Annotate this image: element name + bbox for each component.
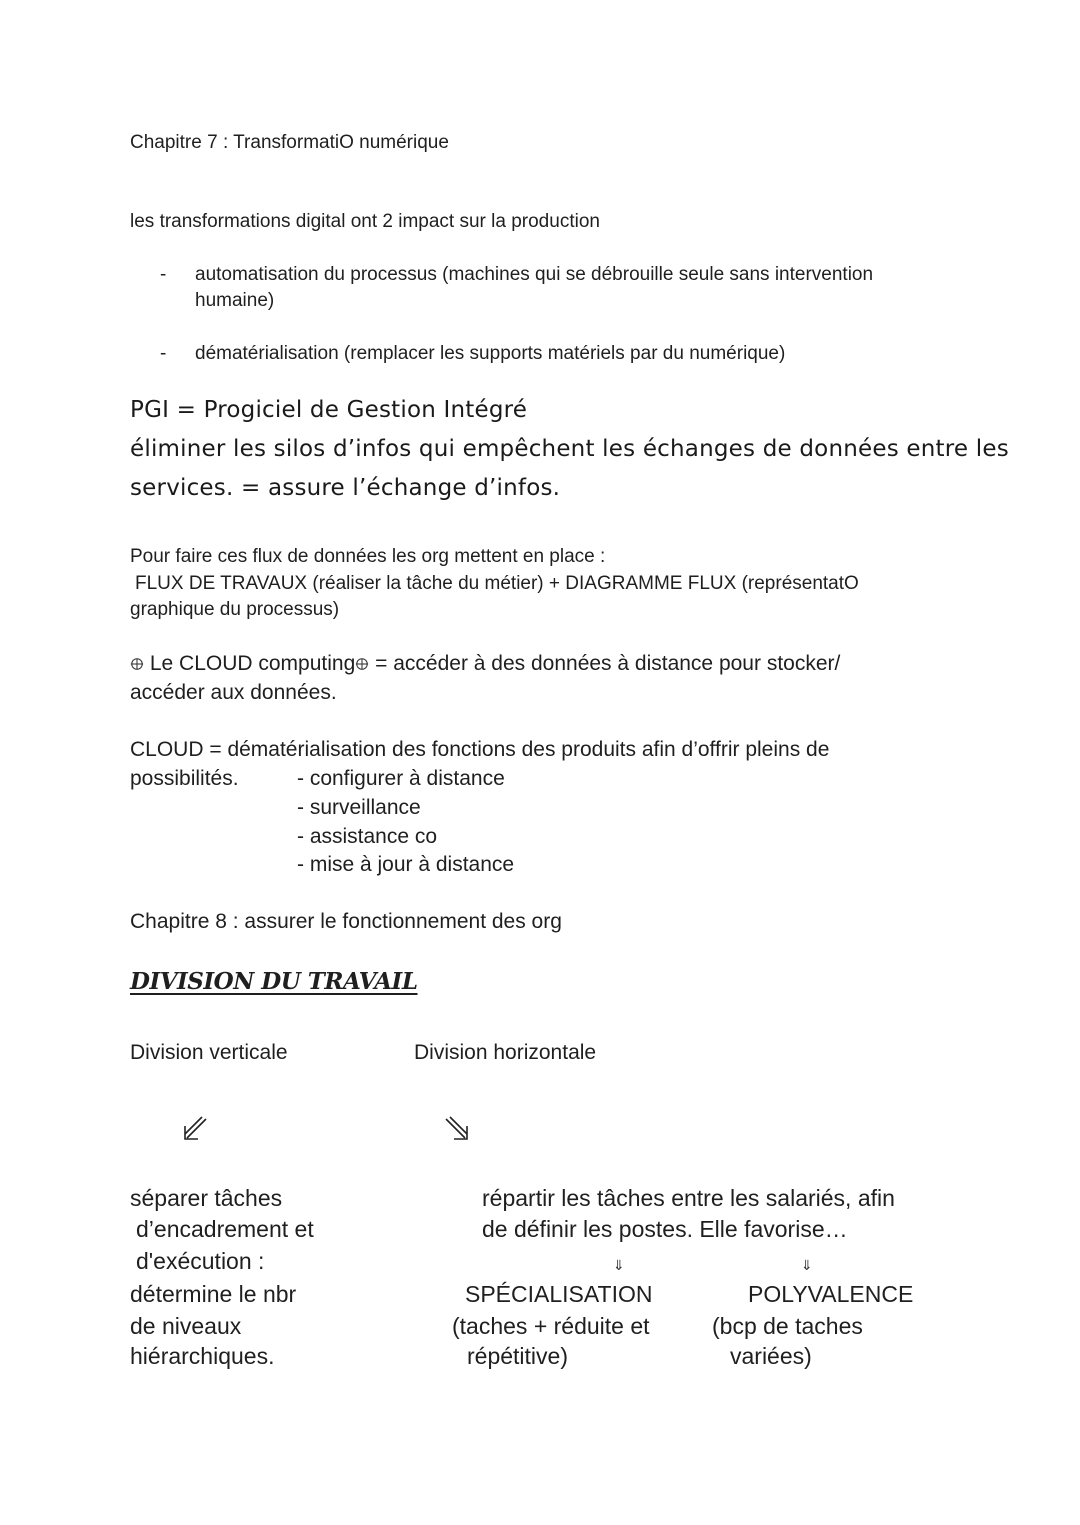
horizontale-line: de définir les postes. Elle favorise… — [482, 1216, 848, 1242]
verticale-line: d'exécution : — [136, 1248, 265, 1274]
polyvalence-detail: (bcp de taches — [712, 1313, 863, 1339]
bullet-automatisation-cont: humaine) — [195, 290, 275, 311]
double-arrow-down-icon: ⇓ — [801, 1257, 813, 1273]
verticale-line: séparer tâches — [130, 1185, 283, 1211]
division-verticale-heading: Division verticale — [130, 1041, 288, 1064]
double-arrow-down-icon: ⇓ — [613, 1257, 625, 1273]
cloud-term: Le CLOUD computing — [149, 652, 356, 675]
arrow-down-left-icon — [180, 1114, 210, 1144]
intro-text: les transformations digital ont 2 impact sur la production — [130, 211, 600, 232]
specialisation-title: SPÉCIALISATION — [465, 1281, 653, 1307]
horizontale-line: répartir les tâches entre les salariés, afin — [482, 1185, 895, 1211]
pgi-description-cont: services. = assure l’échange d’infos. — [130, 475, 561, 501]
circle-plus-icon — [355, 657, 369, 671]
polyvalence-detail-cont: variées) — [730, 1343, 812, 1369]
verticale-line: d’encadrement et — [136, 1216, 314, 1242]
verticale-line: de niveaux — [130, 1313, 242, 1339]
chapter-8-title: Chapitre 8 : assurer le fonctionnement des org — [130, 910, 562, 933]
cloud-definition-cont: accéder aux données. — [130, 681, 337, 704]
cloud-definition — [130, 652, 840, 676]
circle-plus-icon — [130, 657, 144, 671]
bullet-dematerialisation: dématérialisation (remplacer les supports matériels par du numérique) — [195, 343, 786, 364]
cloud-function-item: - surveillance — [297, 796, 421, 819]
pgi-definition: PGI = Progiciel de Gestion Intégré — [130, 397, 528, 423]
specialisation-detail: (taches + réduite et — [452, 1313, 650, 1339]
section-title-division-travail: DIVISION DU TRAVAIL — [130, 968, 418, 995]
cloud-function-item: - configurer à distance — [297, 767, 505, 790]
verticale-line: détermine le nbr — [130, 1281, 297, 1307]
pgi-description: éliminer les silos d’infos qui empêchent les échanges de données entre les — [130, 436, 1009, 462]
flux-detail: FLUX DE TRAVAUX (réaliser la tâche du métier) + DIAGRAMME FLUX (représentatO — [135, 573, 859, 594]
cloud-function-item: - assistance co — [297, 825, 438, 848]
cloud-functions-intro: CLOUD = dématérialisation des fonctions des produits afin d’offrir pleins de — [130, 738, 830, 761]
bullet-marker: - — [160, 343, 167, 364]
polyvalence-title: POLYVALENCE — [748, 1281, 914, 1307]
division-horizontale-heading: Division horizontale — [414, 1041, 597, 1064]
cloud-functions-lead: possibilités. — [130, 767, 239, 790]
flux-detail-cont: graphique du processus) — [130, 599, 340, 620]
specialisation-detail-cont: répétitive) — [467, 1343, 568, 1369]
arrow-down-right-icon — [442, 1114, 472, 1144]
bullet-marker: - — [160, 264, 167, 285]
bullet-automatisation: automatisation du processus (machines qui se débrouille seule sans intervention — [195, 264, 874, 285]
chapter-7-title: Chapitre 7 : TransformatiO numérique — [130, 132, 449, 153]
verticale-line: hiérarchiques. — [130, 1343, 275, 1369]
flux-intro: Pour faire ces flux de données les org mettent en place : — [130, 546, 606, 567]
cloud-function-item: - mise à jour à distance — [297, 853, 515, 876]
cloud-meaning: = accéder à des données à distance pour stocker/ — [375, 652, 841, 675]
